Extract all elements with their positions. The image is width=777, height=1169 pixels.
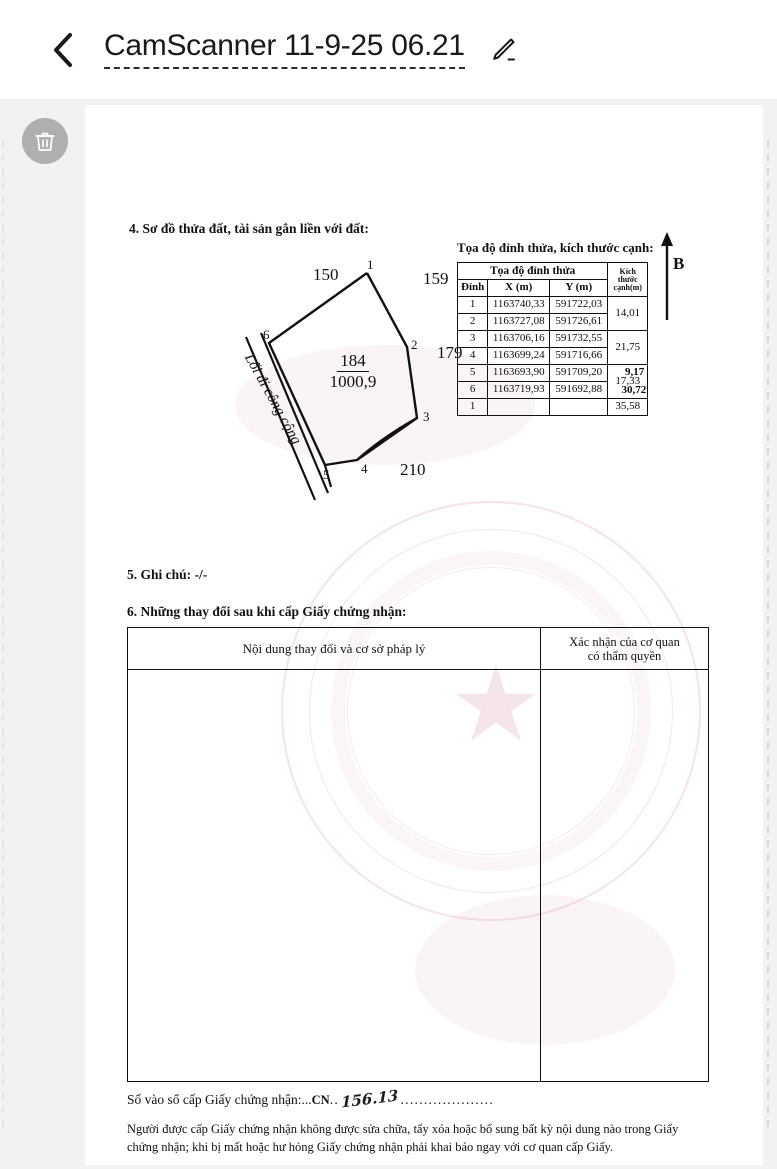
cell-side-length: 30,72 [621, 384, 647, 396]
neighbor-label: 159 [423, 269, 449, 288]
cell-y: 591732,55 [550, 331, 608, 348]
neighbor-label: 210 [400, 460, 426, 479]
changes-table-header [128, 628, 708, 670]
parcel-number: 184 [337, 351, 369, 372]
cell-dinh: 3 [458, 331, 488, 348]
changes-cell-authority [541, 670, 708, 1081]
neighbor-label: 179 [437, 343, 463, 362]
neighbor-label: 150 [313, 265, 339, 284]
section-6-heading: 6. Những thay đổi sau khi cấp Giấy chứng nhận: [127, 604, 407, 619]
coordinate-table-wrapper [457, 240, 654, 416]
vertex-label: 2 [411, 337, 418, 352]
cell-dinh: 5 [458, 365, 488, 382]
vertex-label: 3 [423, 409, 430, 424]
cell-dinh: 6 [458, 382, 488, 399]
cell-dinh: 1 [458, 399, 488, 416]
col-header-x: X (m) [488, 280, 550, 297]
rename-button[interactable] [485, 33, 519, 67]
table-row [458, 365, 648, 382]
vertex-label: 6 [263, 327, 270, 342]
certificate-dots-after: .................... [400, 1092, 494, 1107]
cell-x: 1163740,33 [488, 297, 550, 314]
cell-side-length: 17,33 [608, 365, 648, 399]
north-arrow-icon [655, 230, 695, 322]
north-label: B [673, 254, 685, 273]
cell-dinh: 4 [458, 348, 488, 365]
document-title[interactable]: CamScanner 11-9-25 06.21 [104, 30, 465, 69]
changes-cell-content [128, 670, 541, 1081]
crop-guide-right [767, 140, 769, 1130]
page-scroll-area[interactable] [0, 100, 777, 1169]
north-arrow [655, 230, 695, 322]
cell-y: 591716,66 [550, 348, 608, 365]
cell-y: 591709,20 [550, 365, 608, 382]
app-header [0, 0, 777, 100]
trash-delete-icon [33, 129, 57, 153]
table-row [458, 399, 648, 416]
vertex-label: 5 [323, 467, 330, 482]
pencil-edit-icon [487, 35, 517, 65]
section-4-heading: 4. Sơ đồ thửa đất, tài sản gắn liền với đất: [129, 221, 369, 236]
section-5-heading: 5. Ghi chú: -/- [127, 567, 208, 582]
certificate-legal-note: Người được cấp Giấy chứng nhận không được sửa chữa, tẩy xóa hoặc bổ sung bất kỳ nội dung nào trong Giấy chứng nhận; khi bị mất hoặc hư hỏng Giấy chứng nhận phải khai báo ngay với cơ quan cấp Giấy. [127, 1122, 679, 1155]
back-button[interactable] [40, 27, 86, 73]
changes-col-header-authority [541, 628, 708, 669]
coord-group-header: Tọa độ đỉnh thửa [458, 263, 608, 280]
crop-guide-left [2, 140, 4, 1130]
title-area[interactable] [104, 30, 519, 69]
changes-table [127, 627, 709, 1082]
cell-dinh: 1 [458, 297, 488, 314]
cell-y: 591692,88 [550, 382, 608, 399]
cell-x: 1163699,24 [488, 348, 550, 365]
cell-y: 591726,61 [550, 314, 608, 331]
cell-x: 1163706,16 [488, 331, 550, 348]
cell-side-length: 9,17 [625, 366, 645, 378]
cell-side-length: 35,58 [608, 399, 648, 416]
document-page[interactable] [85, 105, 763, 1165]
cell-x [488, 399, 550, 416]
table-row [458, 263, 648, 280]
side-length-header: Kích thước cạnh(m) [608, 263, 648, 297]
cell-y [550, 399, 608, 416]
certificate-number-prefix: CN [311, 1093, 330, 1107]
table-row [458, 297, 648, 314]
certificate-number-handwritten: 156.13 [341, 1086, 399, 1112]
public-road-label: Lối đi công cộng [241, 351, 305, 448]
vertex-label: 4 [361, 461, 368, 476]
cell-x: 1163693,90 [488, 365, 550, 382]
coordinate-table [457, 262, 648, 416]
cell-dinh: 2 [458, 314, 488, 331]
col-header-y: Y (m) [550, 280, 608, 297]
vertex-label: 1 [367, 257, 374, 272]
changes-table-body [128, 670, 708, 1081]
chevron-left-icon [52, 32, 74, 68]
certificate-number-line [127, 1086, 494, 1112]
delete-button[interactable] [22, 118, 68, 164]
table-row [458, 331, 648, 348]
certificate-dots-before: .. [329, 1092, 340, 1107]
cell-side-length: 14,01 [608, 297, 648, 331]
seal-star-icon: ★ [449, 648, 543, 763]
cell-y: 591722,03 [550, 297, 608, 314]
cell-x: 1163719,93 [488, 382, 550, 399]
parcel-diagram [145, 255, 465, 515]
coordinate-table-caption: Tọa độ đỉnh thửa, kích thước cạnh: [457, 240, 654, 255]
cell-x: 1163727,08 [488, 314, 550, 331]
authority-header-line2: có thẩm quyền [587, 648, 662, 663]
certificate-number-label: Số vào sổ cấp Giấy chứng nhận:... [127, 1092, 312, 1107]
col-header-dinh: Đỉnh [458, 280, 488, 297]
changes-col-header-content: Nội dung thay đổi và cơ sở pháp lý [128, 628, 541, 669]
parcel-id-area [309, 351, 397, 391]
parcel-area: 1000,9 [329, 372, 377, 392]
cell-side-length: 21,75 [608, 331, 648, 365]
authority-header-line1: Xác nhận của cơ quan [569, 634, 680, 649]
